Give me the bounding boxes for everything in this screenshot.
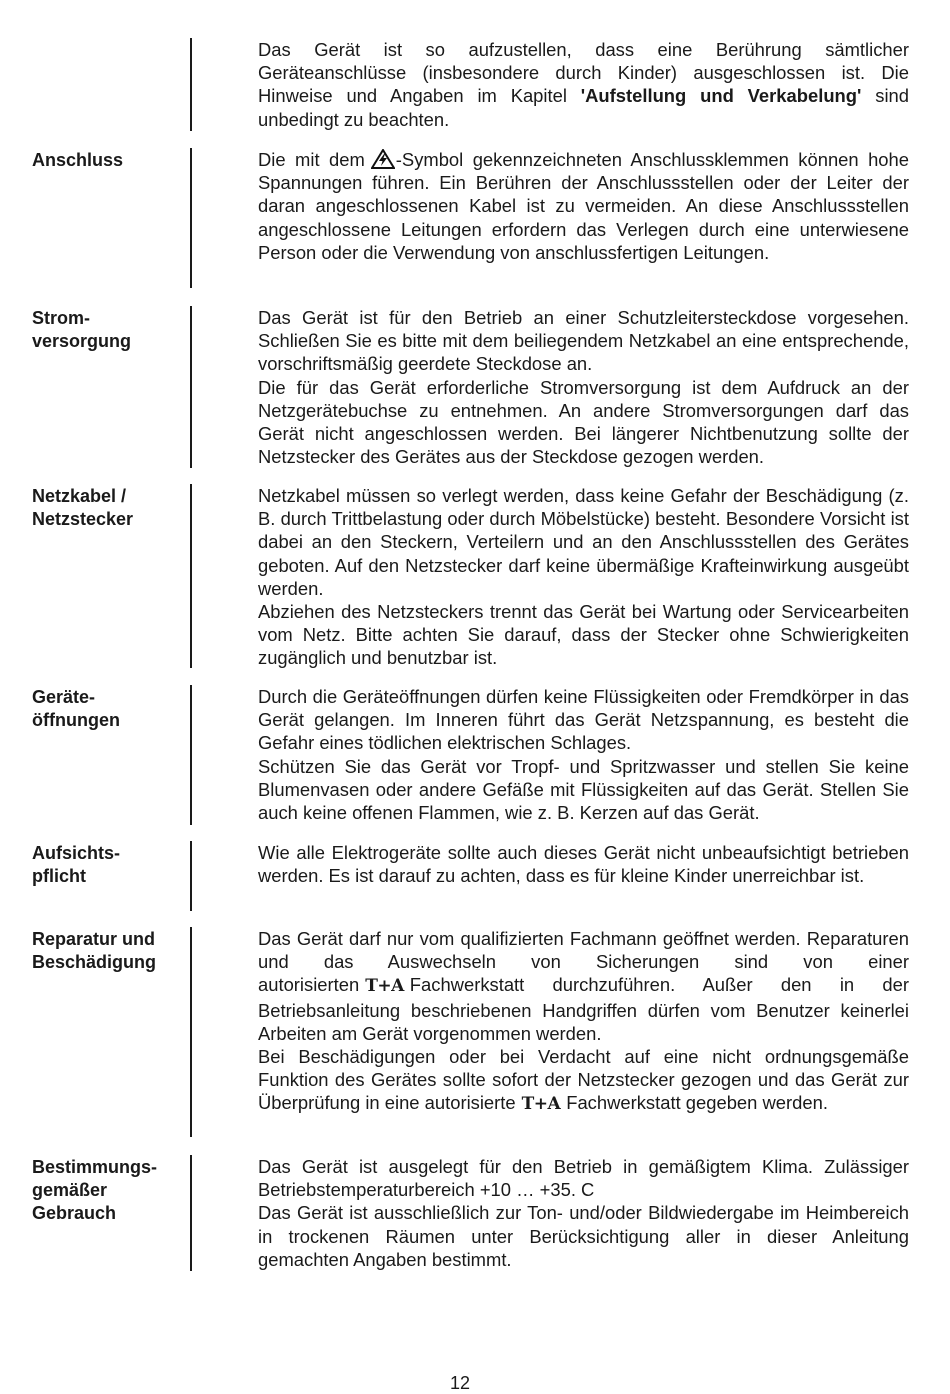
- section-label: Geräte- öffnungen: [32, 687, 120, 730]
- section-label: Reparatur und Beschädigung: [32, 929, 157, 972]
- section-divider: [190, 306, 192, 468]
- section-label: Strom- versorgung: [32, 308, 132, 351]
- section-label: Aufsichts- pflicht: [32, 843, 121, 886]
- section-divider: [190, 927, 192, 1137]
- section-body: Das Gerät ist so aufzustellen, dass eine Berührung sämtlicher Geräteanschlüsse (insbesondere durch Kinder) ausgeschlossen ist. Die Hinweise und Angaben im Kapitel 'Aufstellung und Verkabelung' sind unbedingt zu beachten.: [258, 39, 909, 130]
- section-divider: [190, 841, 192, 911]
- section-geraeteoeffnungen: [0, 685, 950, 825]
- warning-triangle-icon: [371, 149, 395, 169]
- section-divider: [190, 1155, 192, 1271]
- section-intro: [0, 38, 950, 131]
- section-label: Anschluss: [32, 150, 124, 170]
- section-stromversorgung: [0, 306, 950, 468]
- section-bestimmungsgemaesser-gebrauch: [0, 1155, 950, 1271]
- section-label: Bestimmungs- gemäßer Gebrauch: [32, 1157, 158, 1223]
- section-divider: [190, 685, 192, 825]
- section-body: Das Gerät darf nur vom qualifizierten Fachmann geöffnet werden. Reparaturen und das Auswechseln von Sicherungen sind von einer autorisierten T+A Fachwerkstatt durchzuführen. Außer den in der Betriebsanleitung beschriebenen Handgriffen dürfen vom Benutzer keinerlei Arbeiten am Gerät vorgenommen werden. Bei Beschädigungen oder bei Verdacht auf eine nicht ordnungsgemäße Funktion des Gerätes sollte sofort der Netzstecker gezogen und das Gerät zur Überprüfung in eine autorisierte T+A Fachwerkstatt gegeben werden.: [258, 928, 909, 1115]
- section-anschluss: [0, 148, 950, 288]
- chapter-reference: 'Aufstellung und Verkabelung': [580, 85, 862, 107]
- section-netzkabel: [0, 484, 950, 668]
- section-aufsichtspflicht: [0, 841, 950, 911]
- section-body: Die mit dem -Symbol gekennzeichneten Anschlussklemmen können hohe Spannungen führen. Ein Berühren der Anschlussstellen oder der Leiter der daran angeschlossenen Kabel ist zu vermeiden. An diese Anschlussstellen angeschlossene Leitungen erfordern das Verlegen durch eine unterwiesene Person oder die Verwendung von anschlussfertigen Leitungen.: [258, 149, 909, 263]
- section-divider: [190, 484, 192, 668]
- section-body: Das Gerät ist für den Betrieb an einer Schutzleitersteckdose vorgesehen. Schließen Sie es bitte mit dem beiliegendem Netzkabel an eine entsprechende, vorschriftsmäßig geerdete Steckdose an. Die für das Gerät erforderliche Stromversorgung ist dem Aufdruck an der Netzgerätebuchse zu entnehmen. An andere Stromversorgungen darf das Gerät nicht angeschlossen werden. Bei längerer Nichtbenutzung sollte der Netzstecker des Gerätes aus der Steckdose gezogen werden.: [258, 307, 909, 468]
- section-body: Wie alle Elektrogeräte sollte auch dieses Gerät nicht unbeaufsichtigt betrieben werden. Es ist darauf zu achten, dass es für kleine Kinder unerreichbar ist.: [258, 842, 909, 887]
- section-divider: [190, 38, 192, 131]
- section-reparatur: [0, 927, 950, 1137]
- ta-logo: T+A: [521, 1094, 561, 1115]
- section-body: Das Gerät ist ausgelegt für den Betrieb in gemäßigtem Klima. Zulässiger Betriebstemperaturbereich +10 … +35. C Das Gerät ist ausschließlich zur Ton- und/oder Bildwiedergabe im Heimbereich in trockenen Räumen unter Berücksichtigung aller in dieser Anleitung gemachten Angaben bestimmt.: [258, 1156, 909, 1270]
- page-number: 12: [449, 1373, 471, 1393]
- section-divider: [190, 148, 192, 288]
- section-body: Durch die Geräteöffnungen dürfen keine Flüssigkeiten oder Fremdkörper in das Gerät gelangen. Im Inneren führt das Gerät Netzspannung, es besteht die Gefahr eines tödlichen elektrischen Schlages. Schützen Sie das Gerät vor Tropf- und Spritzwasser und stellen Sie keine Blumenvasen oder andere Gefäße mit Flüssigkeiten auf das Gerät. Stellen Sie auch keine offenen Flammen, wie z. B. Kerzen auf das Gerät.: [258, 686, 909, 824]
- section-label: Netzkabel / Netzstecker: [32, 486, 134, 529]
- section-body: Netzkabel müssen so verlegt werden, dass keine Gefahr der Beschädigung (z. B. durch Trittbelastung oder durch Möbelstücke) besteht. Besondere Vorsicht ist dabei an den Steckern, Verteilern und an den Anschlussstellen des Gerätes geboten. Auf den Netzstecker darf keine übermäßige Krafteinwirkung ausgeübt werden. Abziehen des Netzsteckers trennt das Gerät bei Wartung oder Servicearbeiten vom Netz. Bitte achten Sie darauf, dass der Stecker ohne Schwierigkeiten zugänglich und benutzbar ist.: [258, 485, 909, 669]
- ta-logo: T+A: [365, 976, 404, 997]
